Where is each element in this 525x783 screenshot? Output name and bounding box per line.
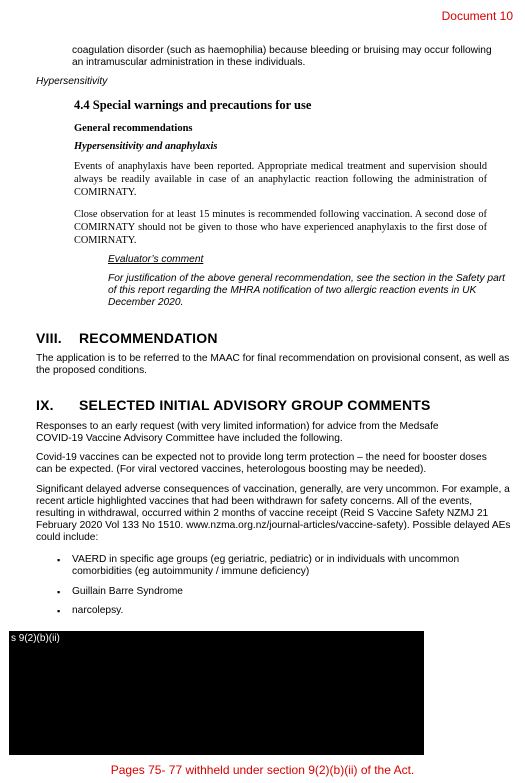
intro-continuation: coagulation disorder (such as haemophilia) because bleeding or bruising may occur following an intramuscular administration in these individuals. (72, 45, 492, 68)
spc-paragraph-2: Close observation for at least 15 minutes is recommended following vaccination. A second dose of COMIRNATY should not be given to those who have experienced anaphylaxis to the first dose of COMIRNATY. (74, 209, 487, 246)
evaluator-comment-label: Evaluator’s comment (108, 254, 204, 265)
bullet-item-2: Guillain Barre Syndrome (72, 586, 183, 597)
section-9-heading (36, 397, 431, 413)
section-9-paragraph-1: Responses to an early request (with very limited information) for advice from the Medsafe COVID-19 Vaccine Advisory Committee have included the following. (36, 421, 439, 444)
spc-subsubheading: Hypersensitivity and anaphylaxis (74, 141, 218, 152)
section-8-number: VIII. (36, 330, 62, 346)
bullet-item-1: VAERD in specific age groups (eg geriatric, pediatric) or in individuals with uncommon comorbidities (eg autoimmunity / immune deficiency) (72, 554, 460, 577)
evaluator-comment-text: For justification of the above general recommendation, see the section in the Safety part of this report regarding the MHRA notification of two allergic reaction events in UK December 2020. (108, 273, 505, 308)
section-9-number: IX. (36, 397, 54, 413)
bullet-marker: ▪ (57, 555, 61, 565)
redaction-box (9, 631, 424, 755)
spc-paragraph-1: Events of anaphylaxis have been reported. Appropriate medical treatment and supervision should always be readily available in case of an anaphylactic reaction following the administration of COMIRNATY. (74, 161, 487, 198)
hypersensitivity-label: Hypersensitivity (36, 76, 108, 87)
section-9-paragraph-3: Significant delayed adverse consequences of vaccination, generally, are very uncommon. For example, a recent article highlighted vaccines that had been withdrawn for safety concerns. All of the events, resulting in withdrawal, occurred within 2 months of vaccine receipt (Reid S Vaccine Safety NZMJ 21 February 2020 Vol 133 No 1510. www.nzma.org.nz/journal-articles/vaccine-safety). Possible delayed AEs could include: (36, 484, 511, 543)
section-8-heading (36, 330, 218, 346)
bullet-marker: ▪ (57, 606, 61, 616)
section-8-title: RECOMMENDATION (79, 330, 218, 346)
spc-subheading: General recommendations (74, 123, 193, 134)
document-label: Document 10 (441, 9, 513, 23)
section-9-paragraph-2: Covid-19 vaccines can be expected not to provide long term protection – the need for booster doses can be expected. (For viral vectored vaccines, heterologous boosting may be needed). (36, 452, 487, 475)
section-9-title: SELECTED INITIAL ADVISORY GROUP COMMENTS (79, 397, 431, 413)
spc-heading: 4.4 Special warnings and precautions for use (74, 98, 312, 112)
redaction-label: s 9(2)(b)(ii) (11, 633, 60, 644)
withheld-pages-note: Pages 75- 77 withheld under section 9(2)(b)(ii) of the Act. (110, 763, 415, 777)
bullet-item-3: narcolepsy. (72, 605, 124, 616)
section-8-text: The application is to be referred to the MAAC for final recommendation on provisional consent, as well as the proposed conditions. (36, 353, 510, 376)
bullet-marker: ▪ (57, 587, 61, 597)
